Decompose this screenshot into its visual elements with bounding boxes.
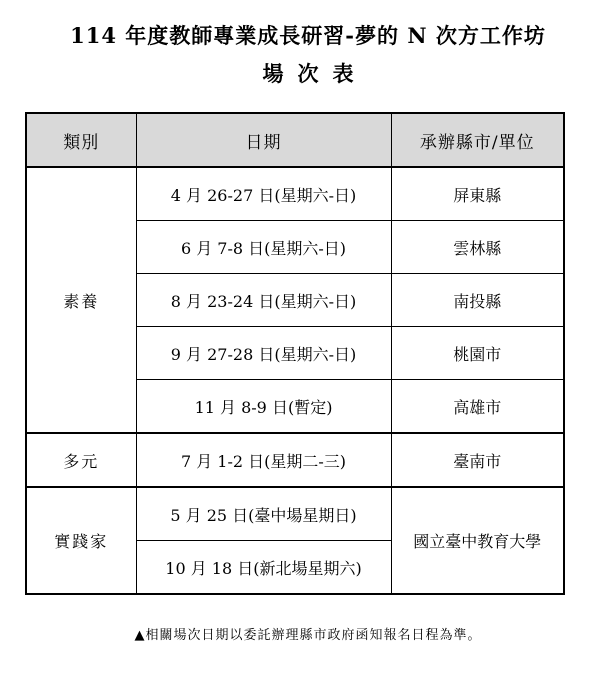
date-cell: 10 月 18 日(新北場星期六) xyxy=(136,541,391,595)
unit-cell: 南投縣 xyxy=(391,274,564,327)
unit-cell: 高雄市 xyxy=(391,380,564,434)
unit-cell: 屏東縣 xyxy=(391,167,564,221)
date-cell: 5 月 25 日(臺中場星期日) xyxy=(136,487,391,541)
unit-cell: 臺南市 xyxy=(391,433,564,487)
header-unit: 承辦縣市/單位 xyxy=(391,113,564,167)
category-cell: 素養 xyxy=(26,167,136,433)
schedule-table xyxy=(25,112,565,595)
category-cell: 實踐家 xyxy=(26,487,136,594)
header-date: 日期 xyxy=(136,113,391,167)
footnote: ▲相關場次日期以委託辦理縣市政府函知報名日程為準。 xyxy=(134,628,482,643)
date-cell: 4 月 26-27 日(星期六-日) xyxy=(136,167,391,221)
date-cell: 9 月 27-28 日(星期六-日) xyxy=(136,327,391,380)
header-category: 類別 xyxy=(26,113,136,167)
date-cell: 6 月 7-8 日(星期六-日) xyxy=(136,221,391,274)
table-row xyxy=(26,167,564,221)
category-cell: 多元 xyxy=(26,433,136,487)
table-row xyxy=(26,487,564,541)
page-title: 114 年度教師專業成長研習-夢的 N 次方工作坊 xyxy=(70,23,546,48)
date-cell: 7 月 1-2 日(星期二-三) xyxy=(136,433,391,487)
page-subtitle: 場次表 xyxy=(262,61,368,86)
unit-cell: 桃園市 xyxy=(391,327,564,380)
date-cell: 11 月 8-9 日(暫定) xyxy=(136,380,391,434)
header-row xyxy=(26,113,564,167)
date-cell: 8 月 23-24 日(星期六-日) xyxy=(136,274,391,327)
table-row xyxy=(26,433,564,487)
unit-cell: 雲林縣 xyxy=(391,221,564,274)
unit-cell: 國立臺中教育大學 xyxy=(391,487,564,594)
